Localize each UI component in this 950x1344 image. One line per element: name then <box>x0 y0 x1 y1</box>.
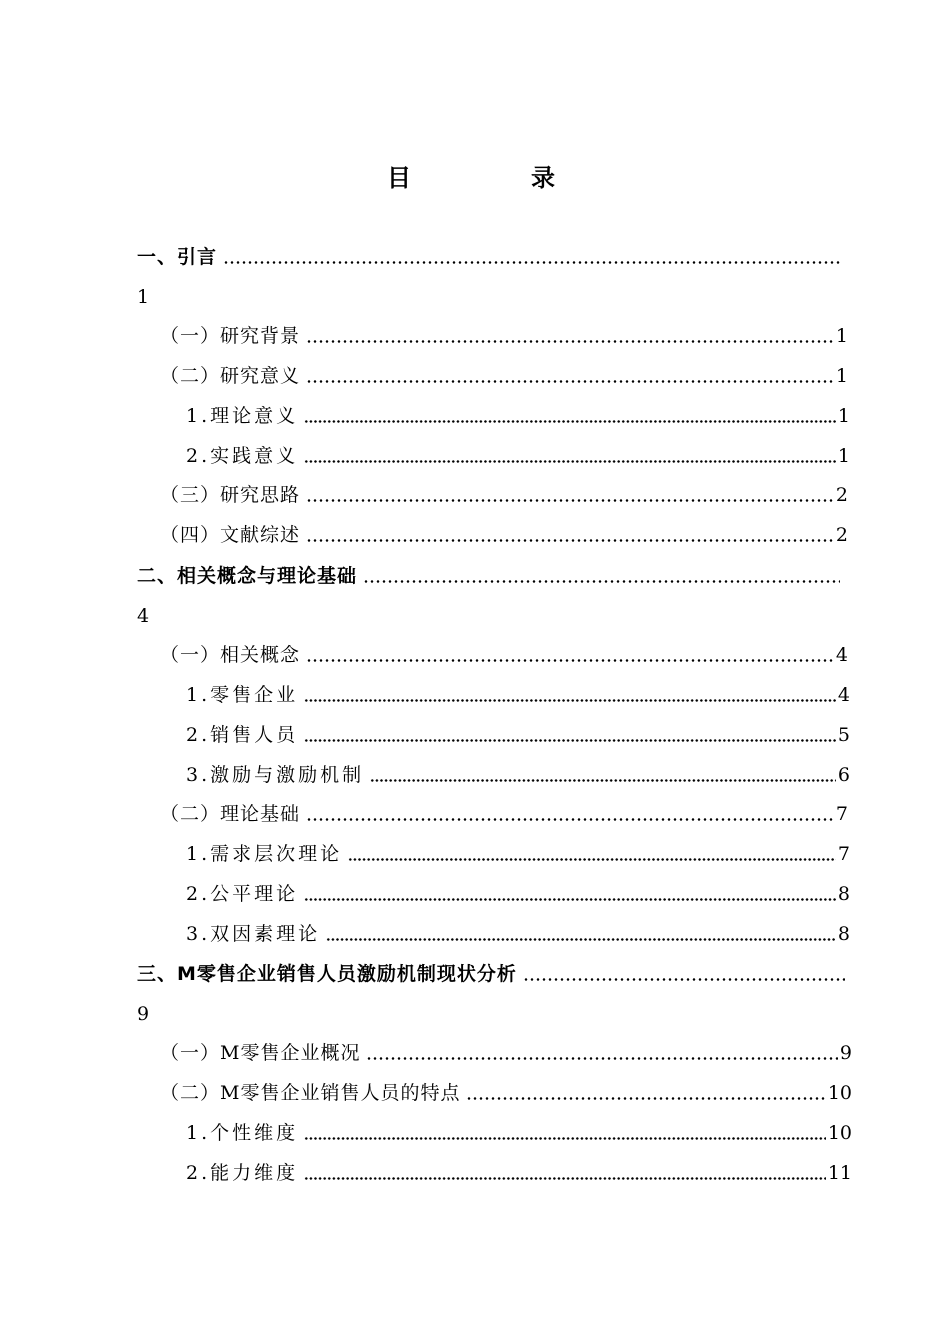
toc-entry-page-number: 8 <box>837 923 850 945</box>
toc-entry-subsection[interactable] <box>186 441 850 471</box>
toc-entry-section[interactable] <box>160 361 848 391</box>
toc-entry-subsection[interactable] <box>186 401 850 431</box>
toc-entry-label: 一、引言 <box>137 246 218 268</box>
toc-entry-page-number: 10 <box>827 1082 852 1104</box>
toc-entry-page-number: 1 <box>837 405 850 427</box>
toc-entry-label: （一）相关概念 <box>160 644 301 666</box>
toc-entry-subsection[interactable] <box>186 1118 852 1148</box>
toc-entry-page-number: 11 <box>827 1162 852 1184</box>
toc-entry-label: （三）研究思路 <box>160 484 301 506</box>
toc-leader-dots <box>359 561 840 591</box>
toc-entry-page-number: 2 <box>835 524 848 546</box>
toc-leader-dots <box>322 919 836 949</box>
toc-leader-dots <box>302 520 834 550</box>
toc-entry-label: （二）研究意义 <box>160 365 301 387</box>
toc-leader-dots <box>300 680 836 710</box>
toc-leader-dots <box>462 1078 825 1108</box>
toc-leader-dots <box>366 760 836 790</box>
toc-entry-section[interactable] <box>160 480 848 510</box>
toc-entry-page-number: 1 <box>835 325 848 347</box>
toc-leader-dots <box>300 441 836 471</box>
toc-entry-label: （一）研究背景 <box>160 325 301 347</box>
toc-entry-label: 2.销售人员 <box>186 724 299 746</box>
toc-entry-label: （四）文献综述 <box>160 524 301 546</box>
toc-entry-label: 2.实践意义 <box>186 445 299 467</box>
toc-entry-page-number: 4 <box>137 605 150 627</box>
toc-entry-subsection[interactable] <box>186 919 850 949</box>
toc-entry-label: 1.零售企业 <box>186 684 299 706</box>
toc-leader-dots <box>219 242 840 272</box>
toc-entry-chapter-3[interactable] <box>137 959 847 989</box>
toc-entry-chapter-2[interactable] <box>137 561 842 591</box>
toc-entry-page-number: 2 <box>835 484 848 506</box>
toc-entry-label: （二）理论基础 <box>160 803 301 825</box>
toc-entry-subsection[interactable] <box>186 680 850 710</box>
toc-entry-label: 3.激励与激励机制 <box>186 764 365 786</box>
toc-entry-label: （一）M零售企业概况 <box>160 1042 361 1064</box>
toc-entry-section[interactable] <box>160 520 848 550</box>
toc-entry-section[interactable] <box>160 640 848 670</box>
toc-leader-dots <box>300 720 836 750</box>
toc-entry-section[interactable] <box>160 1038 852 1068</box>
toc-entry-section[interactable] <box>160 321 848 351</box>
toc-leader-dots <box>302 480 834 510</box>
toc-entry-subsection[interactable] <box>186 879 850 909</box>
toc-entry-label: 2.能力维度 <box>186 1162 299 1184</box>
toc-leader-dots <box>519 959 845 989</box>
toc-entry-label: （二）M零售企业销售人员的特点 <box>160 1082 461 1104</box>
toc-entry-page-number: 1 <box>835 365 848 387</box>
toc-leader-dots <box>362 1038 837 1068</box>
toc-entry-page-number: 4 <box>837 684 850 706</box>
toc-entry-subsection[interactable] <box>186 720 850 750</box>
toc-entry-label: 1.需求层次理论 <box>186 843 343 865</box>
toc-entry-label: 3.双因素理论 <box>186 923 321 945</box>
toc-entry-page-number: 8 <box>837 883 850 905</box>
toc-leader-dots <box>300 401 836 431</box>
toc-leader-dots <box>302 640 834 670</box>
toc-leader-dots <box>300 879 836 909</box>
toc-leader-dots <box>302 321 834 351</box>
toc-entry-section[interactable] <box>160 799 848 829</box>
toc-entry-label: 2.公平理论 <box>186 883 299 905</box>
toc-entry-subsection[interactable] <box>186 839 850 869</box>
toc-entry-label: 三、M零售企业销售人员激励机制现状分析 <box>137 963 517 985</box>
toc-leader-dots <box>344 839 836 869</box>
toc-entry-section[interactable] <box>160 1078 852 1108</box>
toc-entry-label: 1.个性维度 <box>186 1122 299 1144</box>
toc-leader-dots <box>300 1118 826 1148</box>
toc-entry-page-number: 1 <box>837 445 850 467</box>
toc-entry-page-number: 7 <box>837 843 850 865</box>
toc-entry-chapter-1[interactable] <box>137 242 842 272</box>
toc-entry-page-number: 1 <box>137 286 150 308</box>
toc-leader-dots <box>300 1158 826 1188</box>
toc-entry-label: 二、相关概念与理论基础 <box>137 565 358 587</box>
toc-entry-label: 1.理论意义 <box>186 405 299 427</box>
toc-entry-page-number: 10 <box>827 1122 852 1144</box>
toc-entry-subsection[interactable] <box>186 760 850 790</box>
toc-entry-page-number: 9 <box>137 1003 150 1025</box>
toc-entry-page-number: 6 <box>837 764 850 786</box>
page-title: 目 录 <box>387 164 603 192</box>
toc-entry-page-number: 5 <box>837 724 850 746</box>
toc-entry-subsection[interactable] <box>186 1158 852 1188</box>
toc-entry-page-number: 7 <box>835 803 848 825</box>
toc-leader-dots <box>302 361 834 391</box>
toc-leader-dots <box>302 799 834 829</box>
toc-entry-page-number: 4 <box>835 644 848 666</box>
toc-entry-page-number: 9 <box>839 1042 852 1064</box>
